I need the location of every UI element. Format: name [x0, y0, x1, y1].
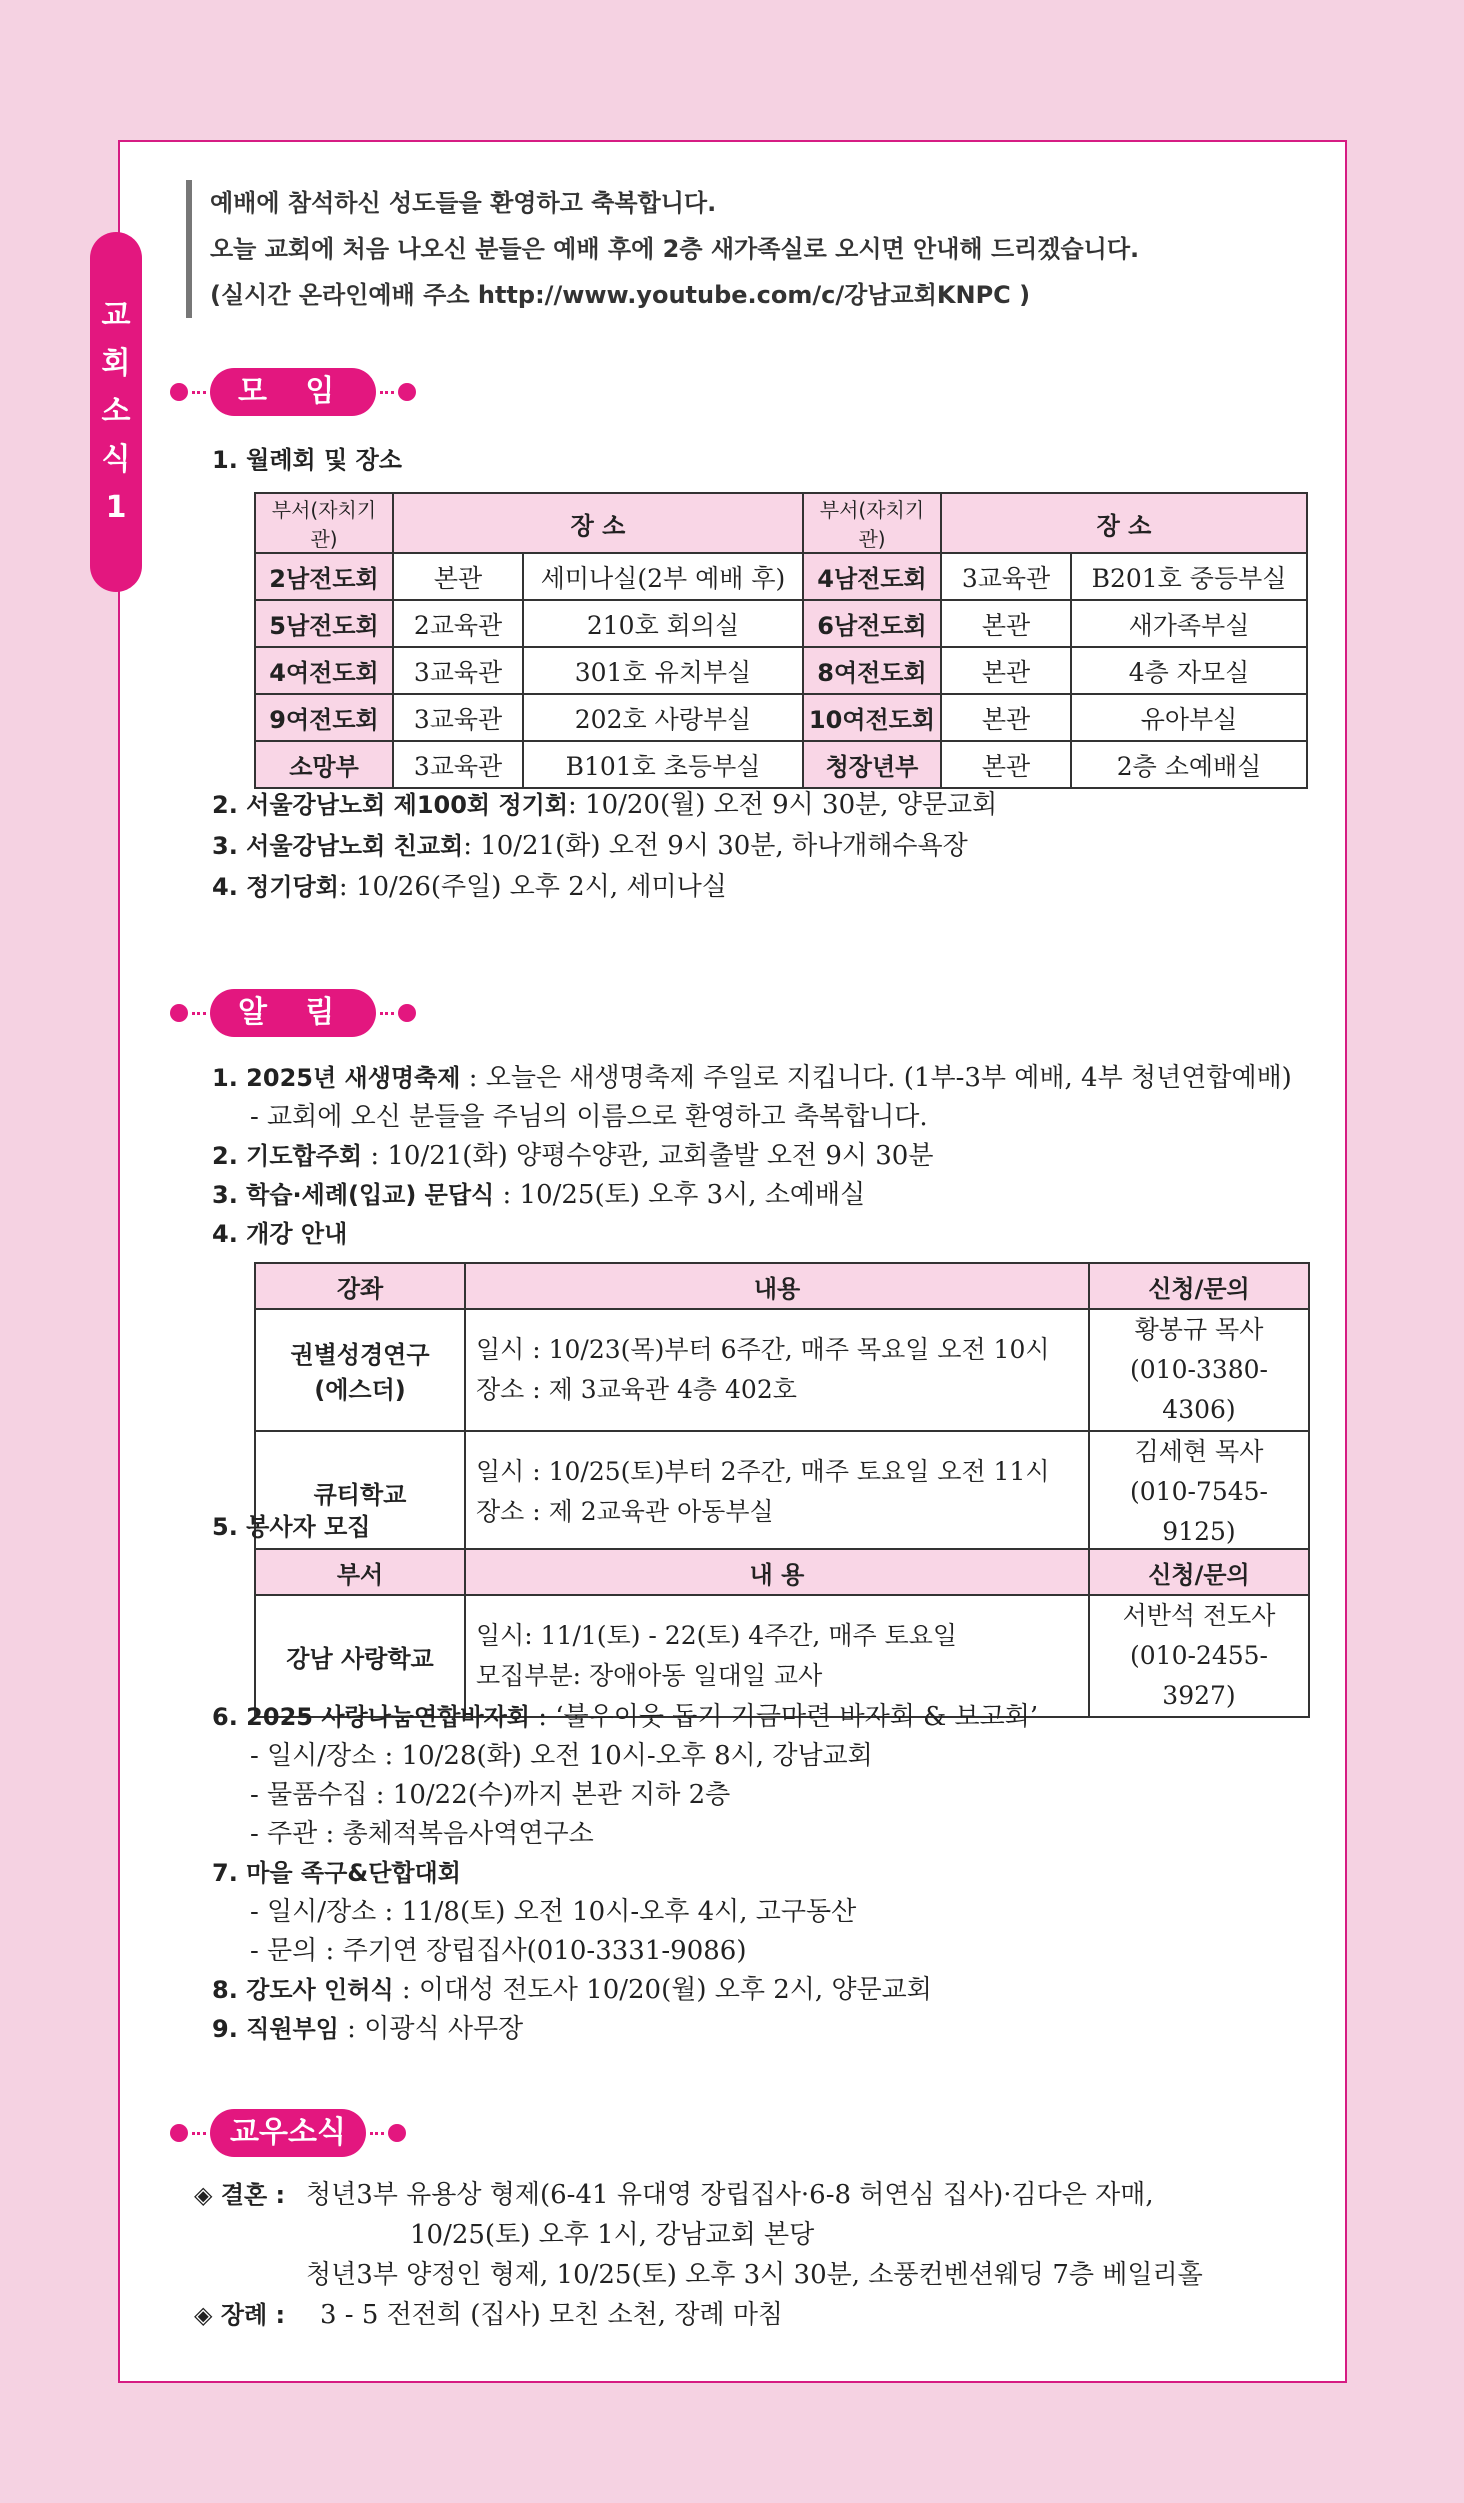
room-cell: 210호 회의실	[523, 600, 803, 647]
meeting-item-3	[212, 827, 968, 865]
item-detail: : 10/21(화) 오전 9시 30분, 하나개해수욕장	[463, 831, 968, 861]
item-title: 7. 마을 족구&단합대회	[212, 1859, 461, 1887]
side-tab-char: 회	[101, 346, 131, 381]
room-cell: 세미나실(2부 예배 후)	[523, 553, 803, 600]
section-title: 알 림	[210, 989, 376, 1037]
notice-item-5	[212, 1508, 370, 1546]
notice-item-8	[212, 1971, 932, 2009]
marriage-label	[194, 2176, 285, 2214]
notice-item-1	[212, 1059, 1292, 1097]
item-title: 1. 2025년 새생명축제	[212, 1064, 461, 1092]
welcome-line: 오늘 교회에 처음 나오신 분들은 예배 후에 2층 새가족실로 오시면 안내해 드리겠습니다.	[210, 235, 1140, 263]
room-cell: 301호 유치부실	[523, 647, 803, 694]
item-detail: : 10/21(화) 양평수양관, 교회출발 오전 9시 30분	[362, 1141, 934, 1171]
item-detail: : 10/26(주일) 오후 2시, 세미나실	[338, 872, 727, 902]
item-detail: : 10/25(토) 오후 3시, 소예배실	[494, 1180, 866, 1210]
building-cell: 본관	[393, 553, 523, 600]
dept-cell: 강남 사랑학교	[255, 1595, 465, 1717]
dept-cell: 2남전도회	[255, 553, 393, 600]
course-table	[254, 1262, 1310, 1554]
meeting-item-1	[212, 441, 402, 479]
volunteer-table	[254, 1548, 1310, 1718]
bullet-dot	[170, 2124, 188, 2142]
room-cell: 유아부실	[1071, 694, 1307, 741]
welcome-line: 예배에 참석하신 성도들을 환영하고 축복합니다.	[210, 189, 717, 217]
item-detail: : 10/20(월) 오전 9시 30분, 양문교회	[568, 790, 998, 820]
funeral-line: 3 - 5 전전희 (집사) 모친 소천, 장례 마침	[320, 2300, 784, 2330]
course-content-cell	[465, 1309, 1089, 1431]
item-title: 3. 학습·세례(입교) 문답식	[212, 1181, 495, 1209]
meeting-item-2	[212, 786, 997, 824]
header-content: 내 용	[465, 1549, 1089, 1595]
side-tab-church-news	[90, 232, 142, 592]
content-line: 모집부분: 장애아동 일대일 교사	[476, 1661, 823, 1690]
contact-name: 서반석 전도사	[1122, 1601, 1276, 1630]
notice-item-6	[212, 1698, 1038, 1736]
item-title: 2. 서울강남노회 제100회 정기회	[212, 791, 569, 819]
room-cell: B101호 초등부실	[523, 741, 803, 788]
dotted-line	[380, 391, 394, 394]
header-contact: 신청/문의	[1089, 1549, 1309, 1595]
dept-cell: 8여전도회	[803, 647, 941, 694]
room-cell: 202호 사랑부실	[523, 694, 803, 741]
dept-cell: 4남전도회	[803, 553, 941, 600]
notice-item-1-sub: - 교회에 오신 분들을 주님의 이름으로 환영하고 축복합니다.	[250, 1102, 928, 1132]
table-row	[255, 600, 1307, 647]
notice-item-9	[212, 2010, 523, 2048]
bullet-dot	[170, 1004, 188, 1022]
welcome-message	[186, 180, 1139, 318]
header-course: 강좌	[255, 1263, 465, 1309]
dotted-line	[192, 1012, 206, 1015]
table-row	[255, 647, 1307, 694]
header-dept: 부서	[255, 1549, 465, 1595]
item-detail: : 이대성 전도사 10/20(월) 오후 2시, 양문교회	[393, 1975, 932, 2005]
course-name: (에스더)	[314, 1376, 406, 1404]
marriage-line: 청년3부 유용상 형제(6-41 유대영 장립집사·6-8 허연심 집사)·김다은 자매,	[306, 2180, 1154, 2210]
item-detail: : 이광식 사무장	[338, 2014, 524, 2044]
table-row	[255, 1309, 1309, 1431]
room-cell: 4층 자모실	[1071, 647, 1307, 694]
content-line: 일시 : 10/23(목)부터 6주간, 매주 목요일 오전 10시	[476, 1335, 1050, 1364]
contact-phone: (010-3380-4306)	[1130, 1355, 1268, 1424]
marriage-line: 청년3부 양정인 형제, 10/25(토) 오후 3시 30분, 소풍컨벤션웨딩 7층 베일리홀	[306, 2260, 1203, 2290]
building-cell: 3교육관	[941, 553, 1071, 600]
course-name: 권별성경연구	[290, 1341, 430, 1369]
contact-phone: (010-7545-9125)	[1130, 1477, 1268, 1546]
label-text: ◈ 장례 :	[194, 2301, 286, 2329]
dept-cell: 4여전도회	[255, 647, 393, 694]
notice-item-6-sub: - 주관 : 총체적복음사역연구소	[250, 1819, 594, 1849]
header-dept: 부서(자치기관)	[255, 493, 393, 553]
building-cell: 3교육관	[393, 741, 523, 788]
funeral-label	[194, 2296, 285, 2334]
building-cell: 본관	[941, 741, 1071, 788]
bullet-dot	[398, 1004, 416, 1022]
notice-item-6-sub: - 일시/장소 : 10/28(화) 오전 10시-오후 8시, 강남교회	[250, 1741, 873, 1771]
item-title: 2. 기도합주회	[212, 1142, 363, 1170]
section-title: 모 임	[210, 368, 376, 416]
contact-phone: (010-2455-3927)	[1130, 1641, 1268, 1710]
section-header-members	[170, 2108, 406, 2158]
course-contact-cell	[1089, 1309, 1309, 1431]
item-title: 8. 강도사 인허식	[212, 1976, 394, 2004]
header-place: 장 소	[393, 493, 803, 553]
course-name-cell: 큐티학교	[255, 1431, 465, 1553]
notice-item-7-sub: - 문의 : 주기연 장립집사(010-3331-9086)	[250, 1936, 747, 1966]
header-contact: 신청/문의	[1089, 1263, 1309, 1309]
content-line: 일시 : 10/25(토)부터 2주간, 매주 토요일 오전 11시	[476, 1457, 1050, 1486]
section-title: 교우소식	[210, 2109, 366, 2157]
content-line: 장소 : 제 2교육관 아동부실	[476, 1497, 774, 1526]
item-title: 4. 개강 안내	[212, 1220, 348, 1248]
item-title: 5. 봉사자 모집	[212, 1513, 371, 1541]
table-row	[255, 741, 1307, 788]
content-line: 일시: 11/1(토) - 22(토) 4주간, 매주 토요일	[476, 1621, 958, 1650]
dotted-line	[370, 2132, 384, 2135]
bullet-dot	[398, 383, 416, 401]
table-row	[255, 694, 1307, 741]
meeting-item-4	[212, 868, 727, 906]
room-cell: 2층 소예배실	[1071, 741, 1307, 788]
side-tab-char: 교	[101, 298, 131, 333]
dotted-line	[192, 2132, 206, 2135]
course-contact-cell	[1089, 1431, 1309, 1553]
item-title: 3. 서울강남노회 친교회	[212, 832, 464, 860]
notice-item-6-sub: - 물품수집 : 10/22(수)까지 본관 지하 2층	[250, 1780, 731, 1810]
dept-cell: 9여전도회	[255, 694, 393, 741]
course-content-cell	[465, 1431, 1089, 1553]
side-tab-char: 소	[101, 394, 131, 429]
building-cell: 본관	[941, 600, 1071, 647]
dept-cell: 소망부	[255, 741, 393, 788]
item-title: 4. 정기당회	[212, 873, 339, 901]
header-content: 내용	[465, 1263, 1089, 1309]
building-cell: 본관	[941, 694, 1071, 741]
notice-item-7	[212, 1854, 461, 1892]
bullet-dot	[388, 2124, 406, 2142]
notice-item-4	[212, 1215, 347, 1253]
dotted-line	[380, 1012, 394, 1015]
room-cell: B201호 중등부실	[1071, 553, 1307, 600]
meeting-places-table	[254, 492, 1308, 789]
section-header-meeting	[170, 367, 416, 417]
welcome-line: (실시간 온라인예배 주소 http://www.youtube.com/c/강남교회KNPC )	[210, 281, 1031, 309]
item-detail: : ‘불우이웃 돕기 기금마련 바자회 & 보고회’	[529, 1702, 1039, 1732]
contact-name: 김세현 목사	[1134, 1437, 1264, 1466]
side-tab-char: 1	[105, 490, 127, 525]
item-title: 1. 월례회 및 장소	[212, 446, 402, 474]
dept-cell: 5남전도회	[255, 600, 393, 647]
room-cell: 새가족부실	[1071, 600, 1307, 647]
notice-item-3	[212, 1176, 865, 1214]
item-title: 9. 직원부임	[212, 2015, 339, 2043]
item-detail: : 오늘은 새생명축제 주일로 지킵니다. (1부-3부 예배, 4부 청년연합예배)	[460, 1063, 1292, 1093]
contact-cell	[1089, 1595, 1309, 1717]
dept-cell: 6남전도회	[803, 600, 941, 647]
contact-name: 황봉규 목사	[1134, 1315, 1264, 1344]
dept-cell: 청장년부	[803, 741, 941, 788]
header-place: 장 소	[941, 493, 1307, 553]
marriage-line: 10/25(토) 오후 1시, 강남교회 본당	[410, 2220, 815, 2250]
building-cell: 본관	[941, 647, 1071, 694]
content-line: 장소 : 제 3교육관 4층 402호	[476, 1375, 797, 1404]
header-dept: 부서(자치기관)	[803, 493, 941, 553]
dept-cell: 10여전도회	[803, 694, 941, 741]
notice-item-7-sub: - 일시/장소 : 11/8(토) 오전 10시-오후 4시, 고구동산	[250, 1897, 857, 1927]
dotted-line	[192, 391, 206, 394]
table-row	[255, 1431, 1309, 1553]
bullet-dot	[170, 383, 188, 401]
side-tab-char: 식	[101, 442, 131, 477]
table-row	[255, 553, 1307, 600]
section-header-notice	[170, 988, 416, 1038]
building-cell: 2교육관	[393, 600, 523, 647]
notice-item-2	[212, 1137, 933, 1175]
item-title: 6. 2025 사랑나눔연합바자회	[212, 1703, 530, 1731]
label-text: ◈ 결혼 :	[194, 2181, 286, 2209]
building-cell: 3교육관	[393, 647, 523, 694]
building-cell: 3교육관	[393, 694, 523, 741]
course-name-cell	[255, 1309, 465, 1431]
